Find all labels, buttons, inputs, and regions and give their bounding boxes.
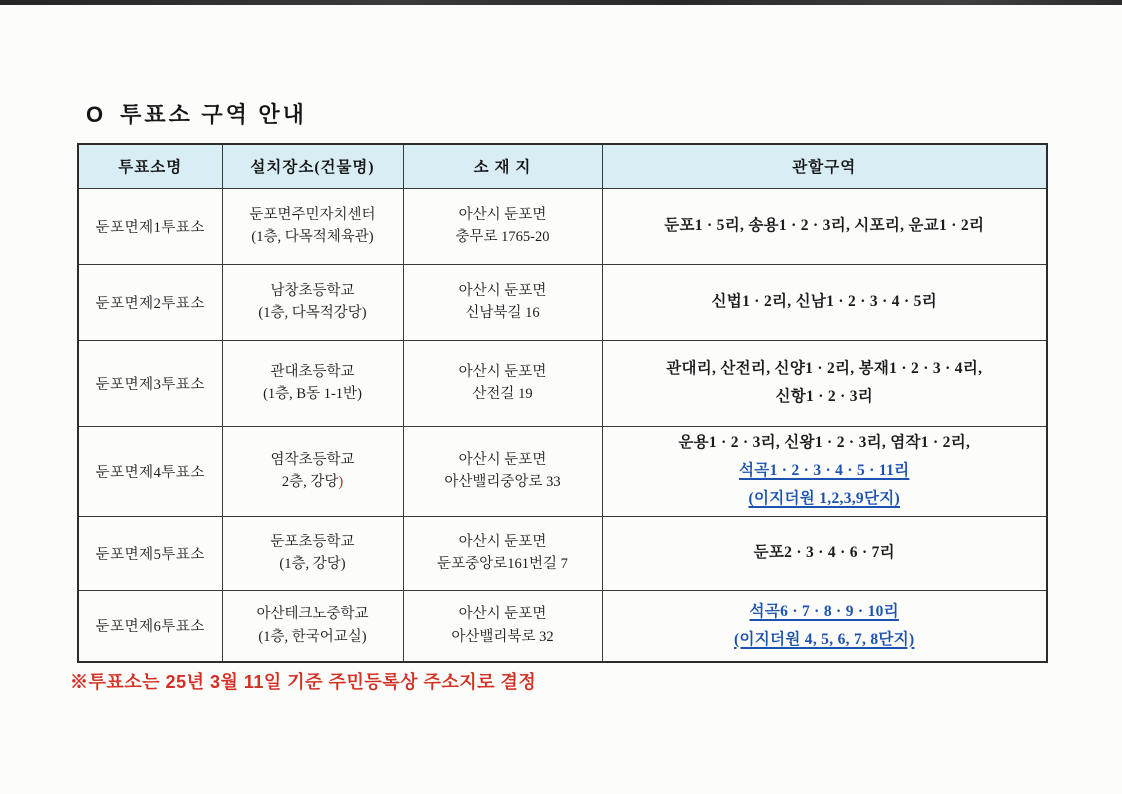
address-line2: 충무로 1765-20 (455, 229, 550, 245)
place-line1: 염작초등학교 (270, 451, 355, 468)
station-name: 둔포면제5투표소 (78, 516, 222, 590)
table-row (78, 264, 1047, 340)
scan-edge-artifact (0, 0, 1122, 5)
district-line-highlighted: 석곡1 · 2 · 3 · 4 · 5 · 11리 (739, 462, 910, 480)
district-line: 운용1 · 2 · 3리, 신왕1 · 2 · 3리, 염작1 · 2리, (678, 434, 971, 452)
address-line1: 아산시 둔포면 (458, 533, 547, 550)
station-district (602, 340, 1047, 426)
address-line1: 아산시 둔포면 (458, 363, 547, 380)
red-parenthesis-mark: ) (338, 474, 344, 490)
table-header-row (78, 144, 1047, 188)
place-line2: (1층, 다목적체육관) (251, 229, 374, 245)
station-name: 둔포면제4투표소 (78, 426, 222, 516)
table-row (78, 516, 1047, 590)
station-district (602, 590, 1047, 662)
station-address (403, 516, 602, 590)
footnote-red-text: ※투표소는 25년 3월 11일 기준 주민등록상 주소지로 결정 (70, 672, 537, 692)
page-title-text: 투표소 구역 안내 (120, 102, 307, 127)
station-place (222, 426, 403, 516)
district-line: 신항1 · 2 · 3리 (775, 388, 874, 405)
address-line1: 아산시 둔포면 (458, 606, 547, 623)
table-row (78, 590, 1047, 662)
station-name: 둔포면제3투표소 (78, 340, 222, 426)
place-line2-text: 2층, 강당 (281, 474, 339, 490)
district-line-highlighted: (이지더원 4, 5, 6, 7, 8단지) (734, 630, 915, 648)
district-line: 신법1 · 2리, 신남1 · 2 · 3 · 4 · 5리 (711, 293, 937, 311)
station-name: 둔포면제6투표소 (78, 590, 222, 662)
station-name: 둔포면제1투표소 (78, 188, 222, 264)
header-address: 소 재 지 (403, 144, 602, 188)
station-address (403, 426, 602, 516)
place-line2: (1층, B동 1-1반) (263, 386, 362, 402)
header-station-name: 투표소명 (78, 144, 222, 188)
place-line2: (1층, 강당) (279, 556, 346, 572)
place-line2 (227, 471, 399, 493)
station-district (602, 426, 1047, 516)
place-line2: (1층, 한국어교실) (258, 628, 367, 645)
header-district: 관할구역 (602, 144, 1047, 188)
address-line2: 신남북길 16 (465, 305, 540, 321)
place-line1: 둔포초등학교 (270, 533, 355, 550)
station-district (602, 264, 1047, 340)
station-address (403, 590, 602, 662)
address-line2: 둔포중앙로161번길 7 (437, 556, 568, 572)
station-place (222, 590, 403, 662)
district-line: 둔포1 · 5리, 송용1 · 2 · 3리, 시포리, 운교1 · 2리 (664, 217, 985, 235)
station-district (602, 188, 1047, 264)
station-address (403, 264, 602, 340)
table-row (78, 340, 1047, 426)
station-place (222, 516, 403, 590)
title-circle-bullet: O (86, 102, 107, 127)
district-line-highlighted: 석곡6 · 7 · 8 · 9 · 10리 (749, 602, 899, 620)
district-line: 둔포2 · 3 · 4 · 6 · 7리 (753, 544, 895, 562)
station-place (222, 188, 403, 264)
header-place: 설치장소(건물명) (222, 144, 403, 188)
page-title (86, 98, 307, 129)
station-address (403, 340, 602, 426)
district-line: 관대리, 산전리, 신양1 · 2리, 봉재1 · 2 · 3 · 4리, (666, 360, 983, 378)
address-line1: 아산시 둔포면 (458, 451, 547, 468)
place-line2: (1층, 다목적강당) (258, 305, 367, 321)
place-line1: 아산테크노중학교 (256, 606, 369, 623)
address-line2: 산전길 19 (472, 386, 533, 402)
address-line2: 아산밸리북로 32 (451, 628, 554, 645)
station-address (403, 188, 602, 264)
table-row (78, 426, 1047, 516)
district-line-highlighted: (이지더원 1,2,3,9단지) (748, 489, 900, 507)
station-district (602, 516, 1047, 590)
station-place (222, 264, 403, 340)
polling-station-table (77, 143, 1048, 663)
address-line1: 아산시 둔포면 (458, 282, 547, 299)
address-line1: 아산시 둔포면 (458, 206, 547, 223)
place-line1: 둔포면주민자치센터 (249, 206, 376, 223)
station-place (222, 340, 403, 426)
address-line2: 아산밸리중앙로 33 (444, 474, 561, 490)
station-name: 둔포면제2투표소 (78, 264, 222, 340)
place-line1: 남창초등학교 (270, 282, 355, 299)
place-line1: 관대초등학교 (270, 363, 355, 380)
table-row (78, 188, 1047, 264)
